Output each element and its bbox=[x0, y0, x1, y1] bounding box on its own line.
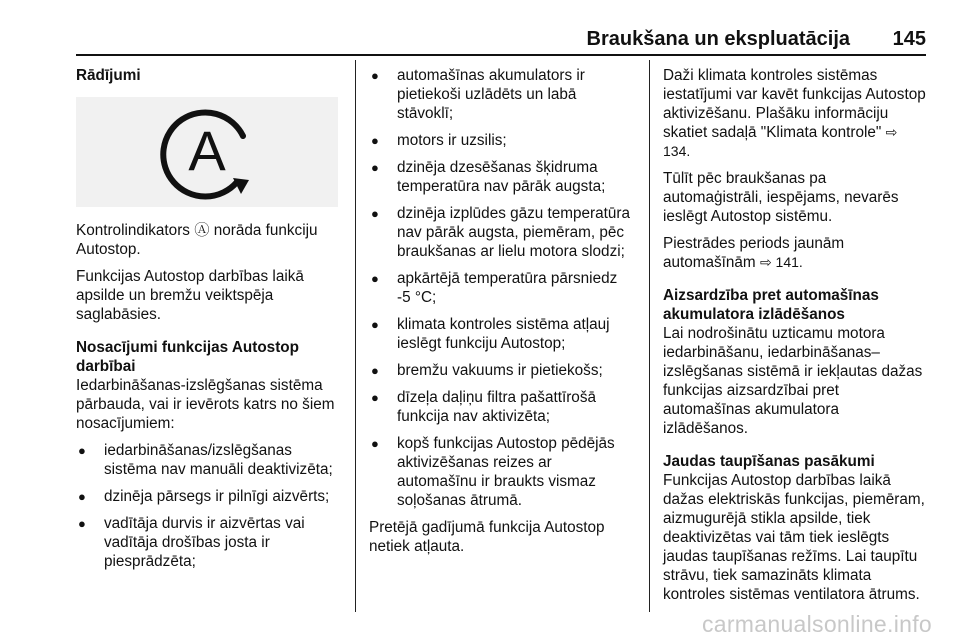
page-reference-link[interactable]: ⇨ 141. bbox=[759, 254, 803, 270]
list-item: ● motors ir uzsilis; bbox=[369, 131, 635, 150]
list-item: ● dzinēja dzesēšanas šķidruma temperatūra nav pārāk augsta; bbox=[369, 158, 635, 196]
conditions-list bbox=[369, 66, 635, 510]
page-number: 145 bbox=[892, 28, 926, 50]
section-heading: Rādījumi bbox=[76, 67, 141, 84]
list-item: ● dzinēja izplūdes gāzu temperatūra nav pārāk augsta, piemēram, pēc braukšanas ar lielu motora slodzi; bbox=[369, 204, 635, 261]
list-item: ● iedarbināšanas/izslēgšanas sistēma nav manuāli deaktivizēta; bbox=[76, 441, 346, 479]
section-heading: Aizsardzība pret automašīnas akumulatora izlādēšanos bbox=[663, 287, 879, 323]
list-item: ● dīzeļa daļiņu filtra pašattīrošā funkcija nav aktivizēta; bbox=[369, 388, 635, 426]
column-1 bbox=[76, 66, 346, 579]
paragraph: Daži klimata kontroles sistēmas iestatījumi var kavēt funkcijas Autostop aktivizēšanu. Plašāku informāciju skatiet sadaļā "Klimata kontrole" ⇨ 134. bbox=[663, 67, 926, 159]
paragraph: Lai nodrošinātu uzticamu motora iedarbināšanu, iedarbināšanas–izslēgšanas sistēmā ir iekļautas dažas funkcijas aizsardzībai pret automašīnas akumulatora izlādēšanos. bbox=[663, 325, 923, 437]
list-item: ● klimata kontroles sistēma atļauj ieslēgt funkciju Autostop; bbox=[369, 315, 635, 353]
autostop-A-icon: Ⓐ bbox=[194, 222, 210, 239]
list-item: ● dzinēja pārsegs ir pilnīgi aizvērts; bbox=[76, 487, 346, 506]
paragraph: Funkcijas Autostop darbības laikā apsilde un bremžu veiktspēja saglabāsies. bbox=[76, 268, 304, 323]
column-2 bbox=[369, 66, 635, 564]
conditions-list bbox=[76, 441, 346, 571]
chapter-title: Braukšana un ekspluatācija bbox=[586, 28, 850, 50]
section-heading: Nosacījumi funkcijas Autostop darbībai bbox=[76, 339, 299, 375]
list-item: ● vadītāja durvis ir aizvērtas vai vadītāja drošības josta ir piesprādzēta; bbox=[76, 514, 346, 571]
list-item: ● bremžu vakuums ir pietiekošs; bbox=[369, 361, 635, 380]
list-item: ● apkārtējā temperatūra pārsniedz -5 °C; bbox=[369, 269, 635, 307]
watermark: carmanualsonline.info bbox=[701, 611, 932, 637]
column-divider bbox=[649, 60, 650, 612]
page-reference-link[interactable]: ⇨ 134. bbox=[663, 124, 898, 159]
paragraph: Pretējā gadījumā funkcija Autostop netiek atļauta. bbox=[369, 519, 605, 555]
indicator-illustration bbox=[76, 97, 338, 207]
list-item: ● kopš funkcijas Autostop pēdējās aktivizēšanas reizes ar automašīnu ir braukts vismaz soļošanas ātrumā. bbox=[369, 434, 635, 510]
paragraph: Iedarbināšanas-izslēgšanas sistēma pārbauda, vai ir ievērots katrs no šiem nosacījumiem: bbox=[76, 377, 335, 432]
list-item: ● automašīnas akumulators ir pietiekoši uzlādēts un labā stāvoklī; bbox=[369, 66, 635, 123]
column-3 bbox=[663, 66, 928, 612]
paragraph: Funkcijas Autostop darbības laikā dažas elektriskās funkcijas, piemēram, aizmugurējā stikla apsilde, tiek deaktivizētas vai tām tiek ieslēgts jaudas taupīšanas režīms. Lai taupītu strāvu, tiek samazināts klimata kontroles sistēmas ventilatora ātrums. bbox=[663, 472, 925, 603]
page-header bbox=[0, 0, 960, 52]
section-heading: Jaudas taupīšanas pasākumi bbox=[663, 453, 875, 470]
paragraph: Piestrādes periods jaunām automašīnām ⇨ 141. bbox=[663, 235, 845, 271]
column-divider bbox=[355, 60, 356, 612]
header-rule bbox=[76, 54, 926, 56]
svg-text:A: A bbox=[188, 119, 226, 182]
autostop-A-icon bbox=[137, 104, 277, 200]
paragraph: Tūlīt pēc braukšanas pa automaģistrāli, iespējams, nevarēs ieslēgt Autostop sistēmu. bbox=[663, 170, 899, 225]
paragraph: Kontrolindikators Ⓐ norāda funkciju Autostop. bbox=[76, 222, 318, 258]
